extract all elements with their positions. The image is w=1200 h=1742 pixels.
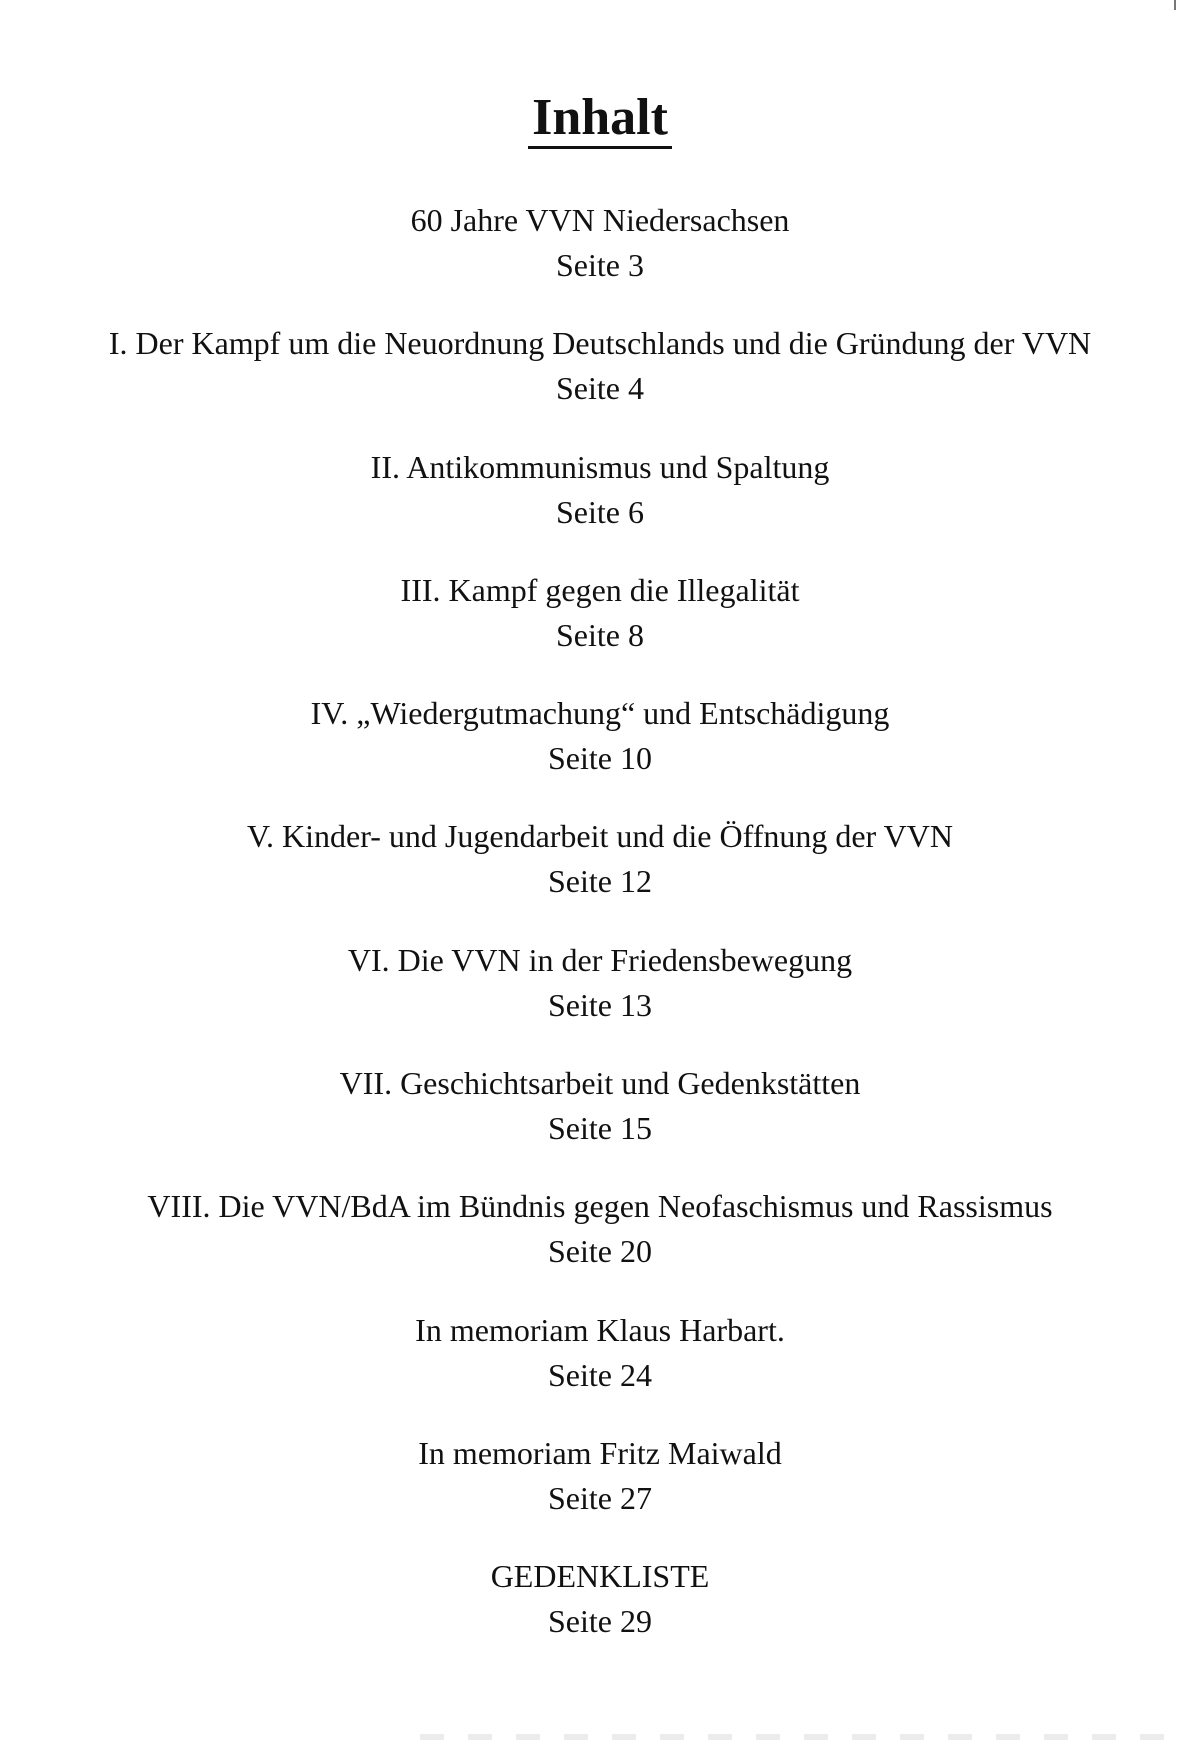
toc-entry-title: V. Kinder- und Jugendarbeit und die Öffnung der VVN	[247, 818, 953, 855]
toc-entry-title: II. Antikommunismus und Spaltung	[370, 448, 830, 485]
toc-entry-page: Seite 3	[556, 247, 644, 283]
toc-entry	[0, 568, 1200, 691]
toc-entry-page: Seite 29	[548, 1603, 652, 1640]
toc-entry	[0, 814, 1200, 937]
toc-entry-title: VII. Geschichtsarbeit und Gedenkstätten	[339, 1065, 861, 1102]
toc-entry-title: VI. Die VVN in der Friedensbewegung	[347, 941, 853, 978]
toc-entry-page: Seite 27	[548, 1479, 652, 1516]
toc-entry	[0, 1554, 1200, 1677]
toc-entry-page: Seite 4	[556, 370, 644, 407]
toc-entry	[0, 1061, 1200, 1184]
toc-entry-title: In memoriam Klaus Harbart.	[415, 1311, 785, 1348]
scan-edge-mark	[1174, 0, 1176, 10]
toc-entry	[0, 691, 1200, 814]
toc-entry-page: Seite 15	[548, 1110, 652, 1147]
page-title-text: Inhalt	[528, 90, 672, 149]
scan-bleed-through	[420, 1734, 1180, 1740]
toc-entry-page: Seite 13	[548, 986, 652, 1023]
table-of-contents	[0, 198, 1200, 1678]
toc-entry	[0, 1308, 1200, 1431]
toc-entry-title: In memoriam Fritz Maiwald	[418, 1434, 782, 1471]
toc-entry	[0, 1431, 1200, 1554]
toc-entry	[0, 1184, 1200, 1307]
toc-entry-title: VIII. Die VVN/BdA im Bündnis gegen Neofaschismus und Rassismus	[147, 1188, 1053, 1225]
toc-entry-title: III. Kampf gegen die Illegalität	[400, 571, 800, 608]
toc-entry-title: GEDENKLISTE	[490, 1558, 710, 1595]
toc-entry-page: Seite 6	[556, 493, 644, 530]
toc-entry	[0, 938, 1200, 1061]
toc-entry-page: Seite 24	[548, 1356, 652, 1393]
toc-entry	[0, 198, 1200, 321]
toc-entry	[0, 445, 1200, 568]
page-title	[0, 88, 1200, 149]
toc-entry	[0, 321, 1200, 444]
toc-entry-page: Seite 10	[548, 740, 652, 777]
toc-entry-page: Seite 12	[548, 863, 652, 900]
toc-entry-page: Seite 8	[556, 616, 644, 653]
toc-entry-title: I. Der Kampf um die Neuordnung Deutschlands und die Gründung der VVN	[108, 325, 1092, 362]
toc-entry-title: IV. „Wiedergutmachung“ und Entschädigung	[310, 695, 890, 732]
toc-entry-page: Seite 20	[548, 1233, 652, 1270]
toc-entry-title: 60 Jahre VVN Niedersachsen	[410, 202, 790, 238]
